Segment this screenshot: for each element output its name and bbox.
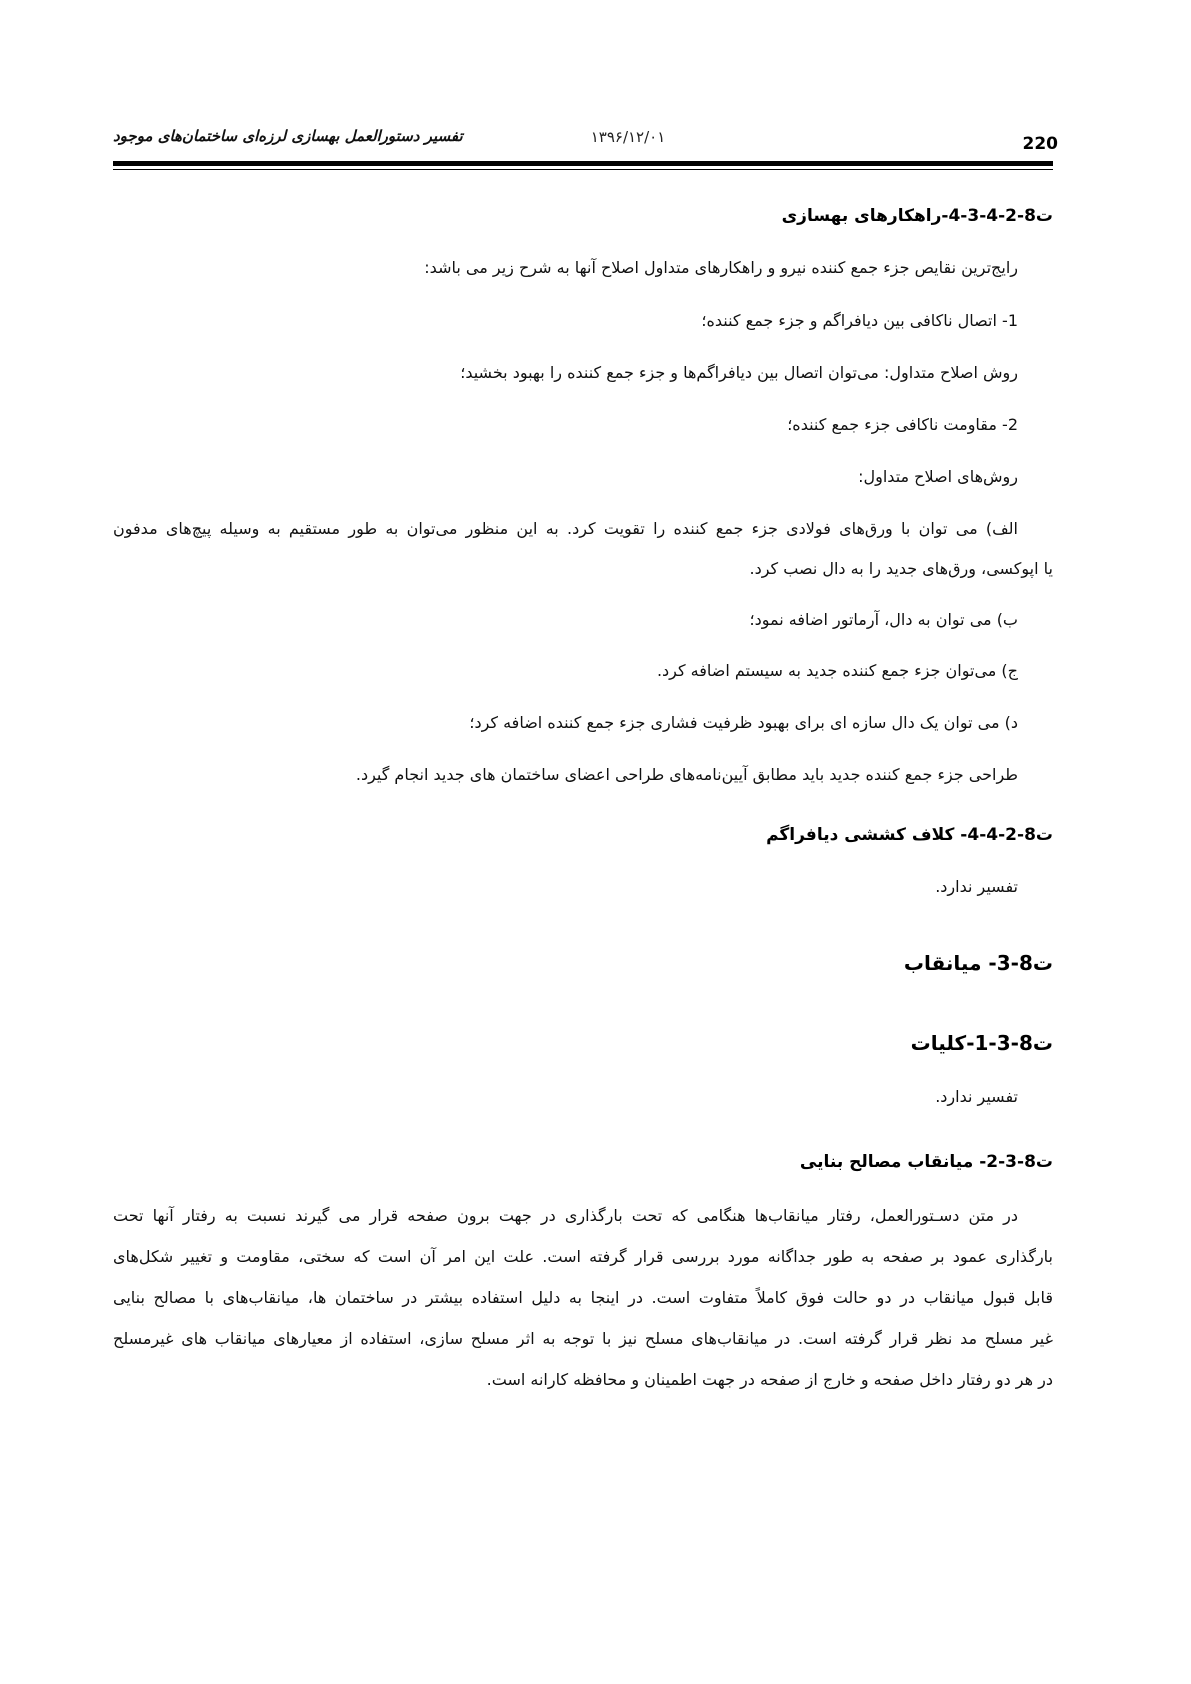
section-heading-masonry-infill: ت8-3-2- میانقاب مصالح بنایی	[799, 1152, 1053, 1172]
running-title: تفسیر دستورالعمل بهسازی لرزه‌ای ساختمان‌های موجود	[113, 127, 463, 145]
paragraph-jim: ج) می‌توان جزء جمع کننده جدید به سیستم اضافه کرد.	[656, 661, 1018, 680]
header-rule-thick	[113, 161, 1053, 166]
list-item-2: 2- مقاومت ناکافی جزء جمع کننده؛	[787, 415, 1018, 434]
list-item-1: 1- اتصال ناکافی بین دیافراگم و جزء جمع کننده؛	[701, 311, 1018, 330]
section-heading-infill: ت8-3- میانقاب	[903, 951, 1053, 975]
header-date: ۱۳۹۶/۱۲/۰۱	[590, 128, 666, 146]
paragraph-remedy-1: روش اصلاح متداول: می‌توان اتصال بین دیافراگم‌ها و جزء جمع کننده را بهبود بخشید؛	[460, 363, 1018, 382]
section-heading-general: ت8-3-1-کلیات	[910, 1031, 1053, 1055]
paragraph-line: قابل قبول میانقاب در دو حالت فوق کاملاً متفاوت است. در اینجا به دلیل استفاده بیشتر در ساختمان ها، میانقاب‌های با مصالح بنایی	[113, 1288, 1053, 1307]
paragraph-remedies-label: روش‌های اصلاح متداول:	[858, 467, 1018, 486]
paragraph-line: در متن دسـتورالعمل، رفتار میانقاب‌ها هنگامی که تحت بارگذاری در جهت برون صفحه قرار می گیرند نسبت به رفتار آنها تحت	[113, 1206, 1018, 1225]
paragraph-be: ب) می توان به دال، آرماتور اضافه نمود؛	[749, 610, 1018, 629]
paragraph-line: در هر دو رفتار داخل صفحه و خارج از صفحه در جهت اطمینان و محافظه کارانه است.	[486, 1370, 1053, 1389]
no-commentary-1: تفسیر ندارد.	[935, 877, 1018, 896]
page-header	[113, 122, 1058, 162]
section-heading-retrofit-strategies: ت8-2-4-3-4-راهکارهای بهسازی	[781, 206, 1053, 226]
paragraph-dal: د) می توان یک دال سازه ای برای بهبود ظرفیت فشاری جزء جمع کننده اضافه کرد؛	[469, 713, 1018, 732]
paragraph-intro: رایج‌ترین نقایص جزء جمع کننده نیرو و راهکارهای متداول اصلاح آنها به شرح زیر می باشد:	[424, 258, 1018, 277]
paragraph-design-note: طراحی جزء جمع کننده جدید باید مطابق آیین‌نامه‌های طراحی اعضای ساختمان های جدید انجام گیرد.	[355, 765, 1018, 784]
page-number: 220	[1022, 134, 1058, 154]
section-heading-tension-ties: ت8-2-4-4- کلاف کششی دیافراگم	[766, 825, 1053, 845]
header-rule-thin	[113, 169, 1053, 170]
paragraph-line: غیر مسلح مد نظر قرار گرفته است. در میانقاب‌های مسلح نیز با توجه به اثر مسلح سازی، استفاده از معیارهای میانقاب های غیرمسلح	[113, 1329, 1053, 1348]
paragraph-alef-line-1: الف) می توان با ورق‌های فولادی جزء جمع کننده را تقویت کرد. به این منظور می‌توان به طور مستقیم به وسیله پیچ‌های مدفون	[113, 519, 1018, 538]
paragraph-line: بارگذاری عمود بر صفحه به طور جداگانه مورد بررسی قرار گرفته است. علت این امر آن است که سختی، مقاومت و تغییر شکل‌های	[113, 1247, 1053, 1266]
paragraph-alef-line-2: یا اپوکسی، ورق‌های جدید را به دال نصب کرد.	[749, 559, 1053, 578]
no-commentary-2: تفسیر ندارد.	[935, 1087, 1018, 1106]
